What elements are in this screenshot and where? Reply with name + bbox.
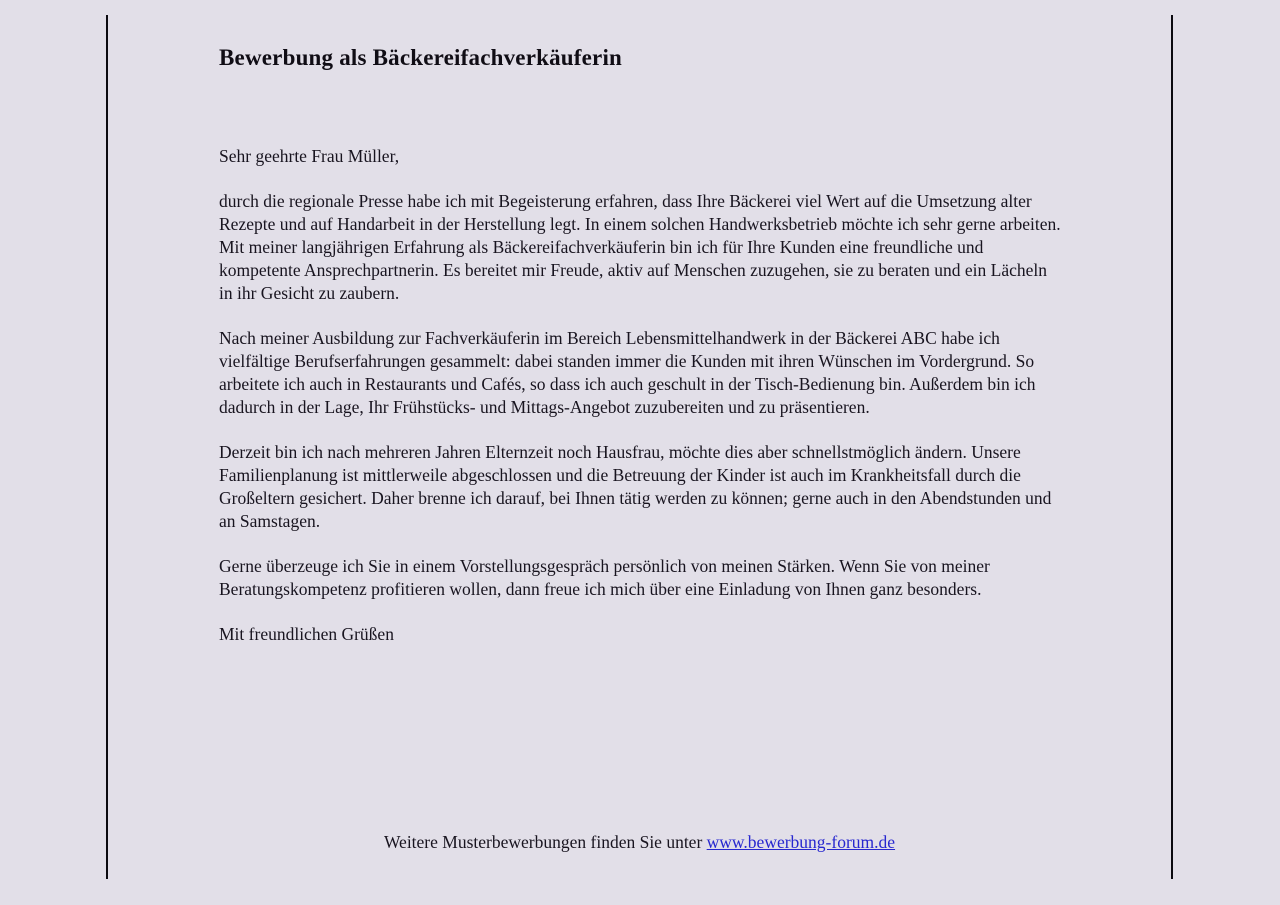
body-paragraph-1: durch die regionale Presse habe ich mit Begeisterung erfahren, dass Ihre Bäckerei viel Wert auf die Umsetzung alter Rezepte und auf Handarbeit in der Herstellung legt. In einem solchen Handwerksbetrieb möchte ich sehr gerne arbeiten. Mit meiner langjährigen Erfahrung als Bäckereifachverkäuferin bin ich für Ihre Kunden eine freundliche und kompetente Ansprechpartnerin. Es bereitet mir Freude, aktiv auf Menschen zuzugehen, sie zu beraten und ein Lächeln in ihr Gesicht zu zaubern.: [219, 191, 1061, 303]
body-paragraph-4: Gerne überzeuge ich Sie in einem Vorstellungsgespräch persönlich von meinen Stärken. Wenn Sie von meiner Beratungskompetenz profitieren wollen, dann freue ich mich über eine Einladung von Ihnen ganz besonders.: [219, 556, 990, 599]
footer-note: [108, 831, 1171, 854]
closing-line: Mit freundlichen Grüßen: [219, 624, 394, 644]
bewerbung-forum-link[interactable]: www.bewerbung-forum.de: [706, 832, 896, 852]
page-title: Bewerbung als Bäckereifachverkäuferin: [219, 45, 623, 70]
footer-text: Weitere Musterbewerbungen finden Sie unter: [383, 832, 707, 852]
letter-body: [219, 44, 1064, 646]
body-paragraph-3: Derzeit bin ich nach mehreren Jahren Elternzeit noch Hausfrau, möchte dies aber schnellstmöglich ändern. Unsere Familienplanung ist mittlerweile abgeschlossen und die Betreuung der Kinder ist auch im Krankheitsfall durch die Großeltern gesichert. Daher brenne ich darauf, bei Ihnen tätig werden zu können; gerne auch in den Abendstunden und an Samstagen.: [219, 442, 1052, 531]
body-paragraph-2: Nach meiner Ausbildung zur Fachverkäuferin im Bereich Lebensmittelhandwerk in der Bäckerei ABC habe ich vielfältige Berufserfahrungen gesammelt: dabei standen immer die Kunden mit ihren Wünschen im Vordergrund. So arbeitete ich auch in Restaurants und Cafés, so dass ich auch geschult in der Tisch-Bedienung bin. Außerdem bin ich dadurch in der Lage, Ihr Frühstücks- und Mittags-Angebot zuzubereiten und zu präsentieren.: [219, 328, 1036, 417]
left-margin-rule: [106, 15, 108, 879]
right-margin-rule: [1171, 15, 1173, 879]
salutation: Sehr geehrte Frau Müller,: [219, 146, 400, 166]
